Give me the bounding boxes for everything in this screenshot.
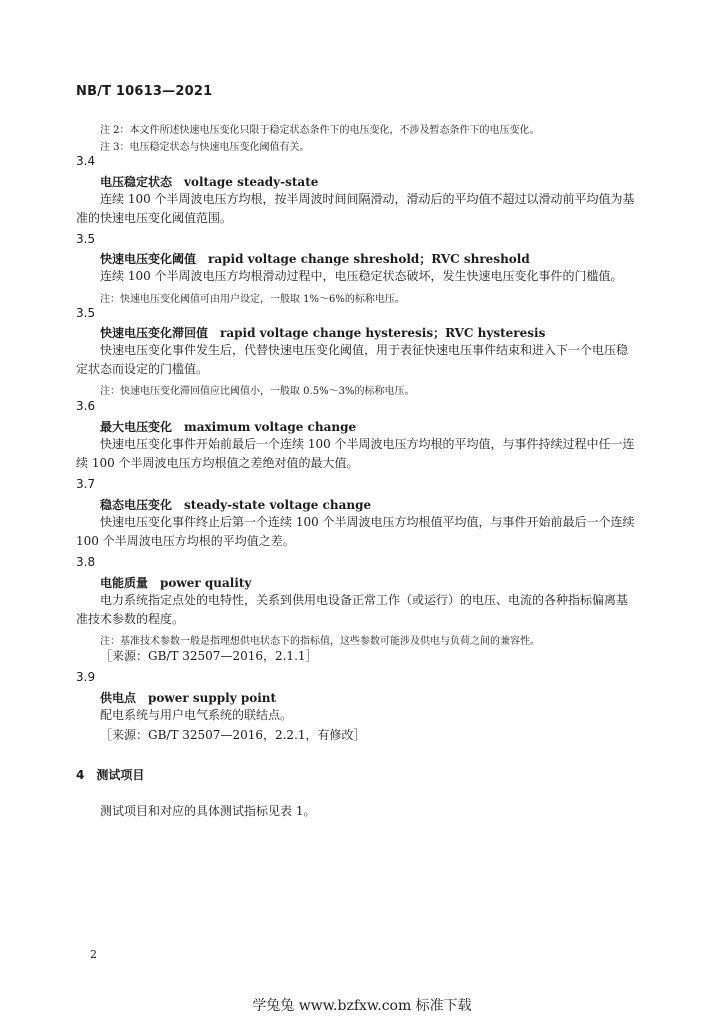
section-text: 测试项目和对应的具体测试指标见表 1。 <box>100 804 316 818</box>
watermark-footer: 学兔兔 www.bzfxw.com 标准下载 <box>252 998 472 1014</box>
term-source: ［来源：GB/T 32507—2016，2.1.1］ <box>100 649 318 663</box>
term-number: 3.5 <box>76 232 96 246</box>
term-en: steady-state voltage change <box>184 498 372 512</box>
note-2: 注 2：本文件所述快速电压变化只限于稳定状态条件下的电压变化，不涉及暂态条件下的电压变化。 <box>100 125 540 136</box>
term-source: ［来源：GB/T 32507—2016，2.2.1，有修改］ <box>100 728 366 742</box>
term-title <box>100 689 276 706</box>
term-definition: 快速电压变化事件发生后，代替快速电压变化阈值，用于表征快速电压事件结束和进入下一个电压稳定状态而设定的门槛值。 <box>76 343 629 376</box>
term-definition: 快速电压变化事件终止后第一个连续 100 个半周波电压方均根值平均值，与事件开始前最后一个连续 100 个半周波电压方均根的平均值之差。 <box>76 515 635 548</box>
note-3: 注 3：电压稳定状态与快速电压变化阈值有关。 <box>100 142 310 153</box>
term-title <box>100 173 318 190</box>
term-en: power supply point <box>148 691 277 705</box>
term-en: voltage steady-state <box>184 175 319 189</box>
term-en: rapid voltage change shreshold；RVC shreshold <box>208 252 530 266</box>
term-definition: 电力系统指定点处的电特性，关系到供用电设备正常工作（或运行）的电压、电流的各种指标偏离基准技术参数的程度。 <box>76 593 629 626</box>
term-number: 3.8 <box>76 555 96 569</box>
term-en: rapid voltage change hysteresis；RVC hysteresis <box>220 326 546 340</box>
term-cn: 电能质量 <box>100 576 149 590</box>
term-title <box>100 574 251 591</box>
term-title <box>100 250 530 267</box>
term-cn: 快速电压变化滞回值 <box>100 326 209 340</box>
term-cn: 电压稳定状态 <box>100 175 173 189</box>
term-definition: 连续 100 个半周波电压方均根，按半周波时间间隔滑动，滑动后的平均值不超过以滑动前平均值为基准的快速电压变化阈值范围。 <box>76 192 635 225</box>
term-title <box>100 418 356 435</box>
term-title <box>100 324 545 341</box>
term-title <box>100 496 371 513</box>
term-number: 3.7 <box>76 477 96 491</box>
section-heading: 4 测试项目 <box>76 768 145 782</box>
term-cn: 最大电压变化 <box>100 420 173 434</box>
page-number: 2 <box>90 948 97 961</box>
term-definition: 连续 100 个半周波电压方均根滑动过程中，电压稳定状态破坏，发生快速电压变化事件的门槛值。 <box>100 269 623 283</box>
term-number: 3.4 <box>76 154 96 168</box>
term-number: 3.5 <box>76 306 96 320</box>
term-number: 3.6 <box>76 399 96 413</box>
term-number: 3.9 <box>76 670 96 684</box>
term-note: 注：快速电压变化滞回值应比阈值小，一般取 0.5%～3%的标称电压。 <box>100 386 415 397</box>
term-note: 注：快速电压变化阈值可由用户设定，一般取 1%～6%的标称电压。 <box>100 294 405 305</box>
term-cn: 快速电压变化阈值 <box>100 252 197 266</box>
term-definition: 配电系统与用户电气系统的联结点。 <box>100 708 293 722</box>
term-definition: 快速电压变化事件开始前最后一个连续 100 个半周波电压方均根的平均值，与事件持续过程中任一连续 100 个半周波电压方均根值之差绝对值的最大值。 <box>76 437 635 470</box>
term-cn: 供电点 <box>100 691 137 705</box>
term-note: 注：基准技术参数一般是指理想供电状态下的指标值，这些参数可能涉及供电与负荷之间的兼容性。 <box>100 636 540 647</box>
document-code: NB/T 10613—2021 <box>76 84 213 99</box>
term-en: maximum voltage change <box>184 420 357 434</box>
term-en: power quality <box>160 576 252 590</box>
term-cn: 稳态电压变化 <box>100 498 173 512</box>
